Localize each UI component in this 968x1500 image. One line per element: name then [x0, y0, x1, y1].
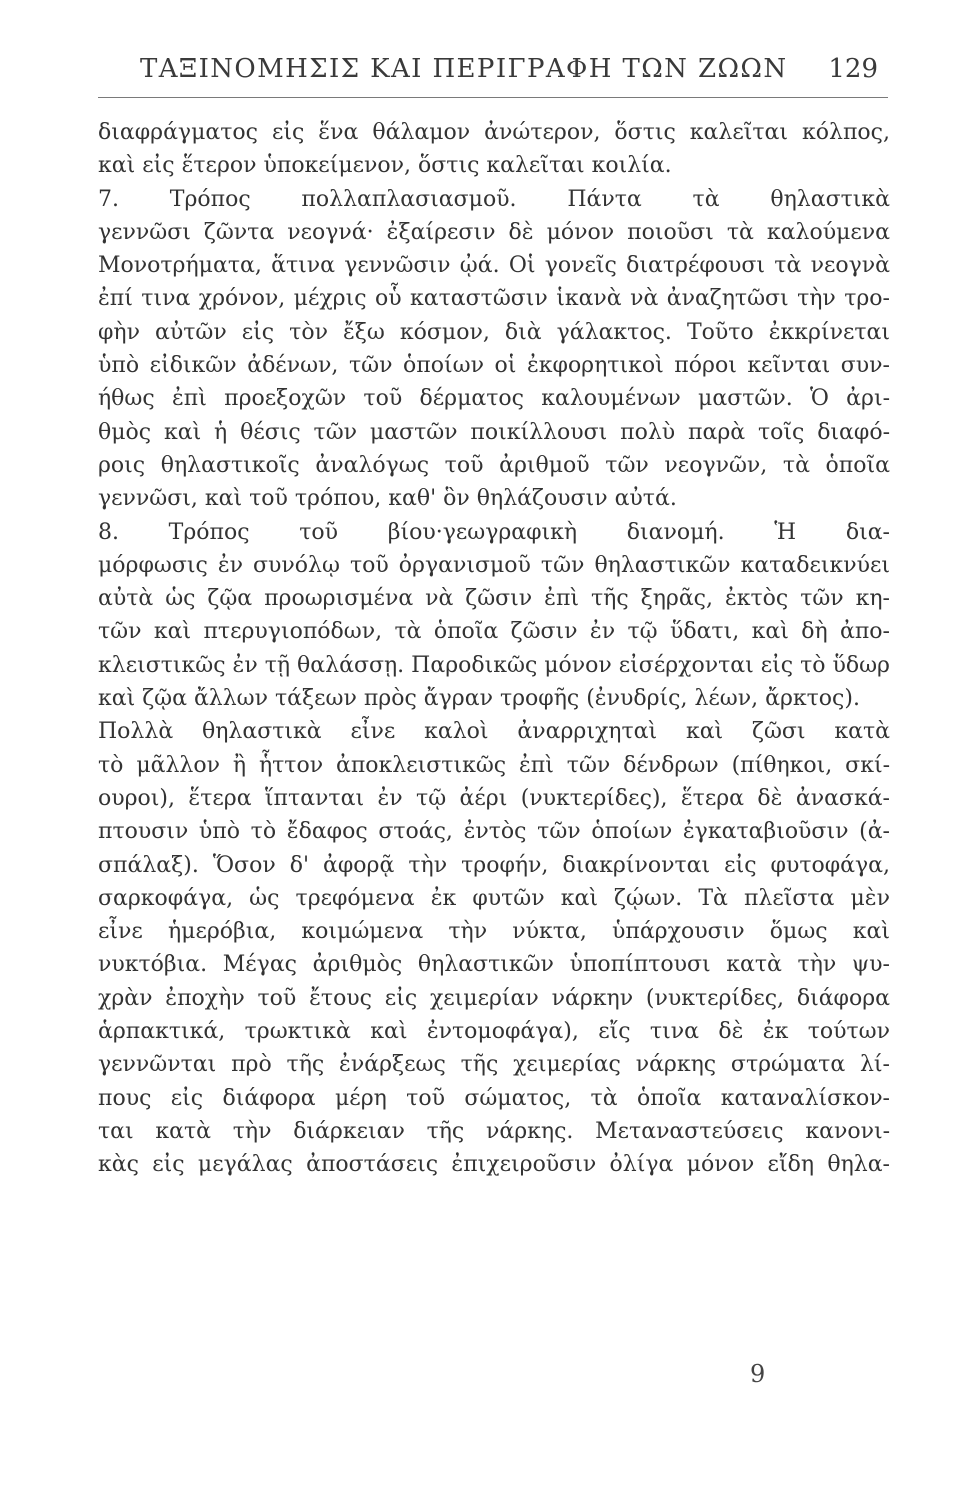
text-line: πτουσιν ὑπὸ τὸ ἔδαφος στοάς, ἐντὸς τῶν ὁποίων ἐγκαταβιοῦσιν (ἀ-: [98, 819, 890, 845]
text-line: νυκτόβια. Μέγας ἀριθμὸς θηλαστικῶν ὑποπίπτουσι κατὰ τὴν ψυ-: [98, 952, 890, 978]
body-text: [98, 116, 890, 1182]
text-line: καὶ ζῷα ἄλλων τάξεων πρὸς ἄγραν τροφῆς (ἐνυδρίς, λέων, ἄρκτος).: [98, 686, 860, 712]
running-head: ΤΑΞΙΝΟΜΗΣΙΣ ΚΑΙ ΠΕΡΙΓΡΑΦΗ ΤΩΝ ΖΩΩΝ: [140, 54, 788, 84]
text-line: σαρκοφάγα, ὡς τρεφόμενα ἐκ φυτῶν καὶ ζῴων. Τὰ πλεῖστα μὲν: [98, 885, 890, 911]
text-line: Μονοτρήματα, ἅτινα γεννῶσιν ᾠά. Οἱ γονεῖς διατρέφουσι τὰ νεογνὰ: [98, 253, 890, 279]
text-line: Πολλὰ θηλαστικὰ εἶνε καλοὶ ἀναρριχηταὶ καὶ ζῶσι κατὰ: [98, 719, 890, 745]
text-line: γεννῶσι ζῶντα νεογνά· ἐξαίρεσιν δὲ μόνον ποιοῦσι τὰ καλούμενα: [98, 219, 890, 245]
text-line: γεννῶσι, καὶ τοῦ τρόπου, καθ' ὃν θηλάζουσιν αὐτά.: [98, 486, 677, 512]
signature-mark: 9: [750, 1360, 766, 1388]
text-line: διαφράγματος εἰς ἕνα θάλαμον ἀνώτερον, ὅστις καλεῖται κόλπος,: [98, 120, 890, 145]
text-line: μόρφωσις ἐν συνόλῳ τοῦ ὀργανισμοῦ τῶν θηλαστικῶν καταδεικνύει: [98, 552, 890, 578]
text-line: καὶ εἰς ἕτερον ὑποκείμενον, ὅστις καλεῖται κοιλία.: [98, 153, 672, 179]
text-line: χρὰν ἐποχὴν τοῦ ἔτους εἰς χειμερίαν νάρκην (νυκτερίδες, διάφορα: [98, 985, 890, 1011]
text-line: κλειστικῶς ἐν τῇ θαλάσσῃ. Παροδικῶς μόνον εἰσέρχονται εἰς τὸ ὕδωρ: [98, 652, 890, 678]
text-line: κὰς εἰς μεγάλας ἀποστάσεις ἐπιχειροῦσιν ὀλίγα μόνον εἴδη θηλα-: [98, 1152, 890, 1178]
page-header: [98, 52, 878, 92]
text-line: θμὸς καὶ ἡ θέσις τῶν μαστῶν ποικίλλουσι πολὺ παρὰ τοῖς διαφό-: [98, 419, 890, 445]
text-line: πους εἰς διάφορα μέρη τοῦ σώματος, τὰ ὁποῖα καταναλίσκον-: [98, 1085, 890, 1111]
text-line: τὸ μᾶλλον ἢ ἧττον ἀποκλειστικῶς ἐπὶ τῶν δένδρων (πίθηκοι, σκί-: [98, 752, 890, 778]
text-line: αὐτὰ ὡς ζῷα προωρισμένα νὰ ζῶσιν ἐπὶ τῆς ξηρᾶς, ἐκτὸς τῶν κη-: [98, 586, 890, 612]
text-line: ἐπί τινα χρόνον, μέχρις οὗ καταστῶσιν ἱκανὰ νὰ ἀναζητῶσι τὴν τρο-: [98, 286, 890, 312]
text-line: ται κατὰ τὴν διάρκειαν τῆς νάρκης. Μεταναστεύσεις κανονι-: [98, 1118, 890, 1144]
header-rule: [98, 97, 888, 98]
text-line: φὴν αὐτῶν εἰς τὸν ἔξω κόσμον, διὰ γάλακτος. Τοῦτο ἐκκρίνεται: [98, 319, 890, 345]
text-line: ουροι), ἕτερα ἵπτανται ἐν τῷ ἀέρι (νυκτερίδες), ἕτερα δὲ ἀνασκά-: [98, 785, 890, 811]
text-line: τῶν καὶ πτερυγιοπόδων, τὰ ὁποῖα ζῶσιν ἐν τῷ ὕδατι, καὶ δὴ ἀπο-: [98, 619, 890, 645]
text-line: ήθως ἐπὶ προεξοχῶν τοῦ δέρματος καλουμένων μαστῶν. Ὁ ἀρι-: [98, 386, 890, 412]
section-8-heading-line: 8. Τρόπος τοῦ βίου·γεωγραφικὴ διανομή. Ἡ δια-: [98, 519, 890, 545]
text-line: σπάλαξ). Ὅσον δ' ἀφορᾷ τὴν τροφήν, διακρίνονται εἰς φυτοφάγα,: [98, 852, 890, 878]
text-line: ροις θηλαστικοῖς ἀναλόγως τοῦ ἀριθμοῦ τῶν νεογνῶν, τὰ ὁποῖα: [98, 452, 890, 478]
section-7-heading-line: 7. Τρόπος πολλαπλασιασμοῦ. Πάντα τὰ θηλαστικὰ: [98, 186, 890, 212]
text-line: γεννῶνται πρὸ τῆς ἐνάρξεως τῆς χειμερίας νάρκης στρώματα λί-: [98, 1052, 890, 1078]
text-line: ἁρπακτικά, τρωκτικὰ καὶ ἐντομοφάγα), εἴς τινα δὲ ἐκ τούτων: [98, 1019, 890, 1045]
text-line: εἶνε ἡμερόβια, κοιμώμενα τὴν νύκτα, ὑπάρχουσιν ὅμως καὶ: [98, 919, 890, 945]
text-line: ὑπὸ εἰδικῶν ἀδένων, τῶν ὁποίων οἱ ἐκφορητικοὶ πόροι κεῖνται συν-: [98, 353, 890, 379]
page-number: 129: [828, 54, 878, 84]
